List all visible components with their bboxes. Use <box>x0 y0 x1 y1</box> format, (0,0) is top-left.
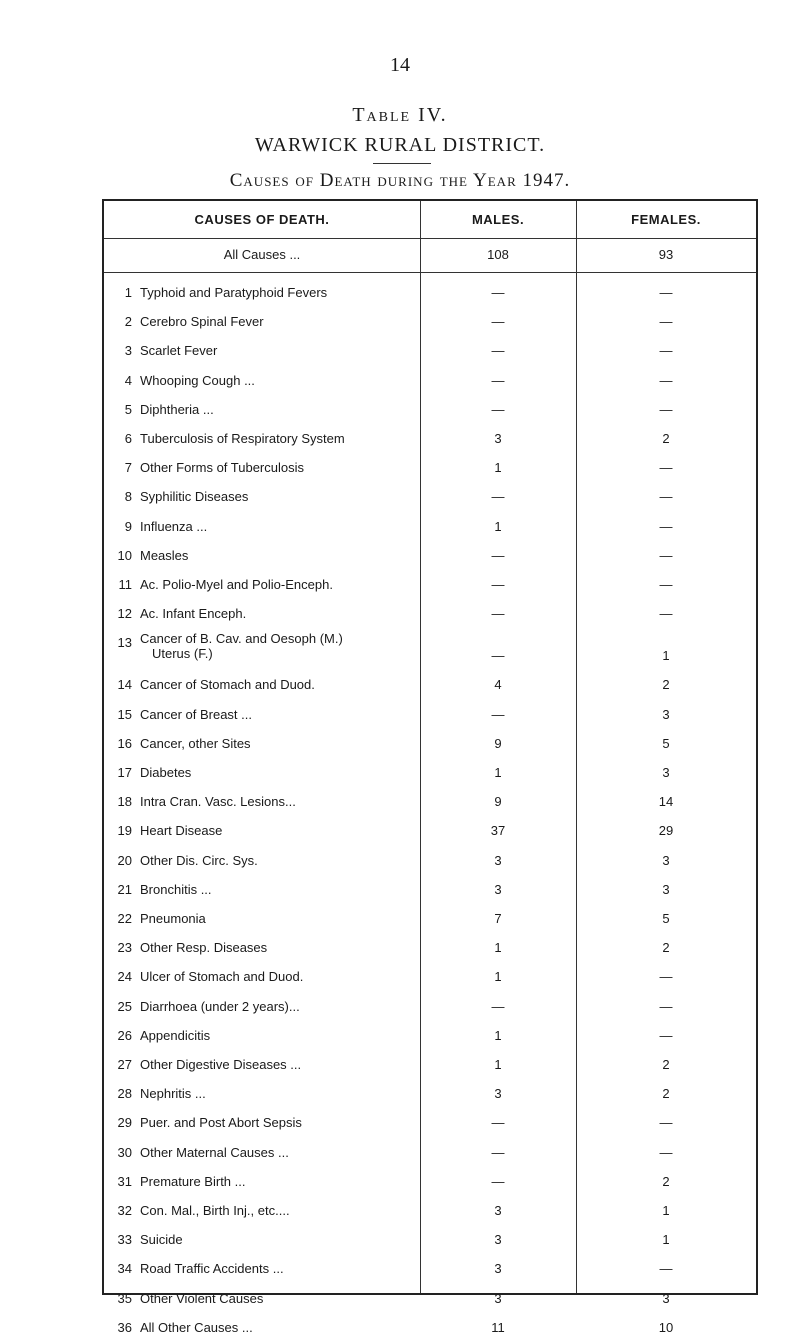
table-row <box>104 757 756 787</box>
table-row <box>104 540 756 570</box>
cause-label: Road Traffic Accidents ... <box>140 1261 284 1277</box>
table-row <box>104 728 756 758</box>
females-count: — <box>659 285 673 300</box>
table-row <box>104 932 756 962</box>
females-count: 2 <box>662 677 670 693</box>
row-number: 27 <box>117 1057 132 1072</box>
males-count: 1 <box>494 1057 502 1072</box>
males-count: 37 <box>490 823 506 839</box>
cause-label: Ulcer of Stomach and Duod. <box>140 969 304 985</box>
table-row <box>104 423 756 453</box>
males-count: — <box>491 606 505 622</box>
males-count: — <box>491 285 505 300</box>
males-count: — <box>491 706 505 722</box>
males-count: — <box>491 401 505 417</box>
cause-label: Other Digestive Diseases ... <box>140 1057 302 1072</box>
males-count: 4 <box>494 677 502 693</box>
row-number: 19 <box>117 823 132 839</box>
males-count: 9 <box>494 794 502 810</box>
cause-label: Ac. Polio-Myel and Polio-Enceph. <box>140 577 333 592</box>
row-number: 22 <box>117 911 132 926</box>
females-count: 3 <box>662 706 670 722</box>
females-count: — <box>659 998 673 1014</box>
males-count: — <box>491 577 505 592</box>
females-count: 1 <box>662 1203 670 1218</box>
cause-label: Suicide <box>140 1232 183 1248</box>
females-count: — <box>659 401 673 417</box>
row-number: 1 <box>124 285 132 300</box>
row-number: 18 <box>117 794 132 810</box>
males-count: 3 <box>494 1232 502 1248</box>
females-count: — <box>659 1144 673 1160</box>
females-count: 5 <box>662 735 670 751</box>
table-row <box>104 786 756 816</box>
all-causes-females: 93 <box>658 247 674 262</box>
cause-label: Intra Cran. Vasc. Lesions... <box>140 794 296 810</box>
females-count: — <box>659 606 673 622</box>
cause-label: Syphilitic Diseases <box>140 489 249 505</box>
table-row <box>104 306 756 336</box>
males-count: 1 <box>494 1027 502 1043</box>
table-row <box>104 815 756 845</box>
table-row <box>104 699 756 729</box>
cause-label: Puer. and Post Abort Sepsis <box>140 1115 302 1131</box>
females-count: 2 <box>662 1057 670 1072</box>
row-number: 25 <box>117 998 132 1014</box>
table-row <box>104 1195 756 1225</box>
cause-label: Premature Birth ... <box>140 1173 246 1189</box>
males-count: 11 <box>491 1319 505 1335</box>
cause-label-line-1: Cancer of B. Cav. and Oesoph (M.) <box>140 631 343 647</box>
row-number: 15 <box>117 706 132 722</box>
males-count: 3 <box>494 1290 502 1306</box>
table-row <box>104 1137 756 1167</box>
cause-label: Measles <box>140 547 189 563</box>
table-row <box>104 845 756 875</box>
females-count: 5 <box>662 911 670 926</box>
females-count: 2 <box>662 940 670 956</box>
cause-label: All Other Causes ... <box>140 1319 253 1335</box>
females-count: 10 <box>658 1319 674 1335</box>
males-count: 3 <box>494 431 502 446</box>
cause-label: Other Dis. Circ. Sys. <box>140 852 258 868</box>
table-row <box>104 511 756 541</box>
females-count: — <box>659 460 673 476</box>
all-causes-rule <box>104 272 756 273</box>
row-number: 9 <box>124 518 132 534</box>
row-number: 20 <box>117 852 132 868</box>
females-count: — <box>659 314 673 330</box>
cause-label: Pneumonia <box>140 911 206 926</box>
males-count: 1 <box>494 460 502 476</box>
page-number: 14 <box>390 54 410 76</box>
females-count: 29 <box>658 823 674 839</box>
males-count: — <box>491 314 505 330</box>
females-count: — <box>659 518 673 534</box>
table-row <box>104 961 756 991</box>
table-title: Table IV. <box>352 104 448 126</box>
cause-label: Scarlet Fever <box>140 343 218 359</box>
cause-label: Other Forms of Tuberculosis <box>140 460 304 476</box>
females-count: 3 <box>662 1290 670 1306</box>
row-number: 4 <box>124 372 132 388</box>
females-count: — <box>659 489 673 505</box>
table-row <box>104 903 756 933</box>
row-number: 35 <box>117 1290 132 1306</box>
males-count: 3 <box>494 1086 502 1102</box>
row-number: 5 <box>124 401 132 417</box>
row-number: 12 <box>117 606 132 622</box>
males-count: — <box>491 998 505 1014</box>
cause-label: Con. Mal., Birth Inj., etc.... <box>140 1203 290 1218</box>
table-row <box>104 1020 756 1050</box>
females-count: — <box>659 1027 673 1043</box>
males-count: — <box>491 1173 505 1189</box>
cause-label: Cancer, other Sites <box>140 735 251 751</box>
cause-label: Other Maternal Causes ... <box>140 1144 289 1160</box>
table-row <box>104 598 756 628</box>
males-count: 3 <box>494 852 502 868</box>
females-count: 3 <box>662 852 670 868</box>
header-females: FEMALES. <box>631 212 701 227</box>
males-count: — <box>491 1115 505 1131</box>
males-count: — <box>491 1144 505 1160</box>
males-count: 1 <box>494 969 502 985</box>
table-row <box>104 335 756 365</box>
table-subtitle: Causes of Death during the Year 1947. <box>229 170 571 191</box>
table-row <box>104 1312 756 1342</box>
cause-label: Diphtheria ... <box>140 401 214 417</box>
females-count: — <box>659 577 673 592</box>
table-row <box>104 1253 756 1283</box>
row-number: 33 <box>117 1232 132 1248</box>
cause-label: Whooping Cough ... <box>140 372 255 388</box>
row-number: 7 <box>124 460 132 476</box>
row-number: 31 <box>117 1173 132 1189</box>
district-title: WARWICK RURAL DISTRICT. <box>254 134 546 156</box>
table-row <box>104 394 756 424</box>
table-row <box>104 669 756 699</box>
females-count: — <box>659 547 673 563</box>
causes-of-death-table <box>102 199 758 1335</box>
row-number: 2 <box>124 314 132 330</box>
cause-label: Cancer of Breast ... <box>140 706 252 722</box>
males-count: 9 <box>494 735 502 751</box>
cause-label: Tuberculosis of Respiratory System <box>140 431 345 446</box>
table-row <box>104 452 756 482</box>
row-number: 10 <box>117 547 132 563</box>
females-count: 14 <box>658 794 674 810</box>
cause-label: Heart Disease <box>140 823 223 839</box>
row-number: 29 <box>117 1115 132 1131</box>
row-number: 32 <box>117 1203 132 1218</box>
cause-label: Influenza ... <box>140 518 208 534</box>
cause-label: Diarrhoea (under 2 years)... <box>140 998 300 1014</box>
males-count: — <box>491 648 505 664</box>
cause-label-line-2: Uterus (F.) <box>152 646 213 662</box>
males-count: — <box>491 547 505 563</box>
cause-label: Other Resp. Diseases <box>140 940 268 956</box>
females-count: 1 <box>662 1232 670 1248</box>
females-count: — <box>659 969 673 985</box>
table-row <box>104 277 756 307</box>
males-count: 1 <box>494 518 502 534</box>
all-causes-males: 108 <box>487 247 509 262</box>
table-row <box>104 1224 756 1254</box>
females-count: 2 <box>662 431 670 446</box>
females-count: — <box>659 343 673 359</box>
males-count: 3 <box>494 881 502 897</box>
cause-label: Bronchitis ... <box>140 881 212 897</box>
table-row <box>104 1166 756 1196</box>
table-row <box>104 1049 756 1079</box>
males-count: 1 <box>494 940 502 956</box>
males-count: 3 <box>494 1261 502 1277</box>
row-number: 26 <box>117 1027 132 1043</box>
females-count: 1 <box>662 648 670 664</box>
table-row <box>104 1078 756 1108</box>
table-row <box>104 481 756 511</box>
row-number: 36 <box>117 1319 132 1335</box>
females-count: — <box>659 372 673 388</box>
row-number: 13 <box>117 635 132 651</box>
title-rule <box>373 163 431 164</box>
females-count: — <box>659 1115 673 1131</box>
females-count: 3 <box>662 765 670 780</box>
table-row <box>104 627 756 669</box>
row-number: 28 <box>117 1086 132 1102</box>
row-number: 16 <box>117 735 132 751</box>
all-causes-label: All Causes ... <box>223 247 301 262</box>
table-row <box>104 1107 756 1137</box>
males-count: 3 <box>494 1203 502 1218</box>
row-number: 23 <box>117 940 132 956</box>
cause-label: Typhoid and Paratyphoid Fevers <box>140 285 328 300</box>
table-row <box>104 569 756 599</box>
row-number: 6 <box>124 431 132 446</box>
males-count: — <box>491 489 505 505</box>
row-number: 11 <box>118 577 132 592</box>
females-count: 2 <box>662 1173 670 1189</box>
cause-label: Nephritis ... <box>140 1086 206 1102</box>
table-row <box>104 365 756 395</box>
row-number: 3 <box>124 343 132 359</box>
cause-label: Appendicitis <box>140 1027 211 1043</box>
females-count: 3 <box>662 881 670 897</box>
cause-label <box>140 631 414 661</box>
cause-label: Diabetes <box>140 765 192 780</box>
row-number: 21 <box>117 881 132 897</box>
table-row <box>104 1283 756 1313</box>
males-count: 7 <box>494 911 502 926</box>
table-row <box>104 991 756 1021</box>
row-number: 17 <box>117 765 132 780</box>
cause-label: Ac. Infant Enceph. <box>140 606 247 622</box>
males-count: — <box>491 372 505 388</box>
row-number: 24 <box>117 969 132 985</box>
header-males: MALES. <box>471 212 525 227</box>
cause-label: Cerebro Spinal Fever <box>140 314 264 330</box>
row-number: 30 <box>117 1144 132 1160</box>
row-number: 14 <box>117 677 132 693</box>
cause-label: Cancer of Stomach and Duod. <box>140 677 315 693</box>
males-count: — <box>491 343 505 359</box>
females-count: 2 <box>662 1086 670 1102</box>
row-number: 34 <box>117 1261 132 1277</box>
header-cause: CAUSES OF DEATH. <box>194 212 330 227</box>
cause-label: Other Violent Causes <box>140 1290 264 1306</box>
females-count: — <box>659 1261 673 1277</box>
row-number: 8 <box>124 489 132 505</box>
table-row <box>104 874 756 904</box>
males-count: 1 <box>494 765 502 780</box>
